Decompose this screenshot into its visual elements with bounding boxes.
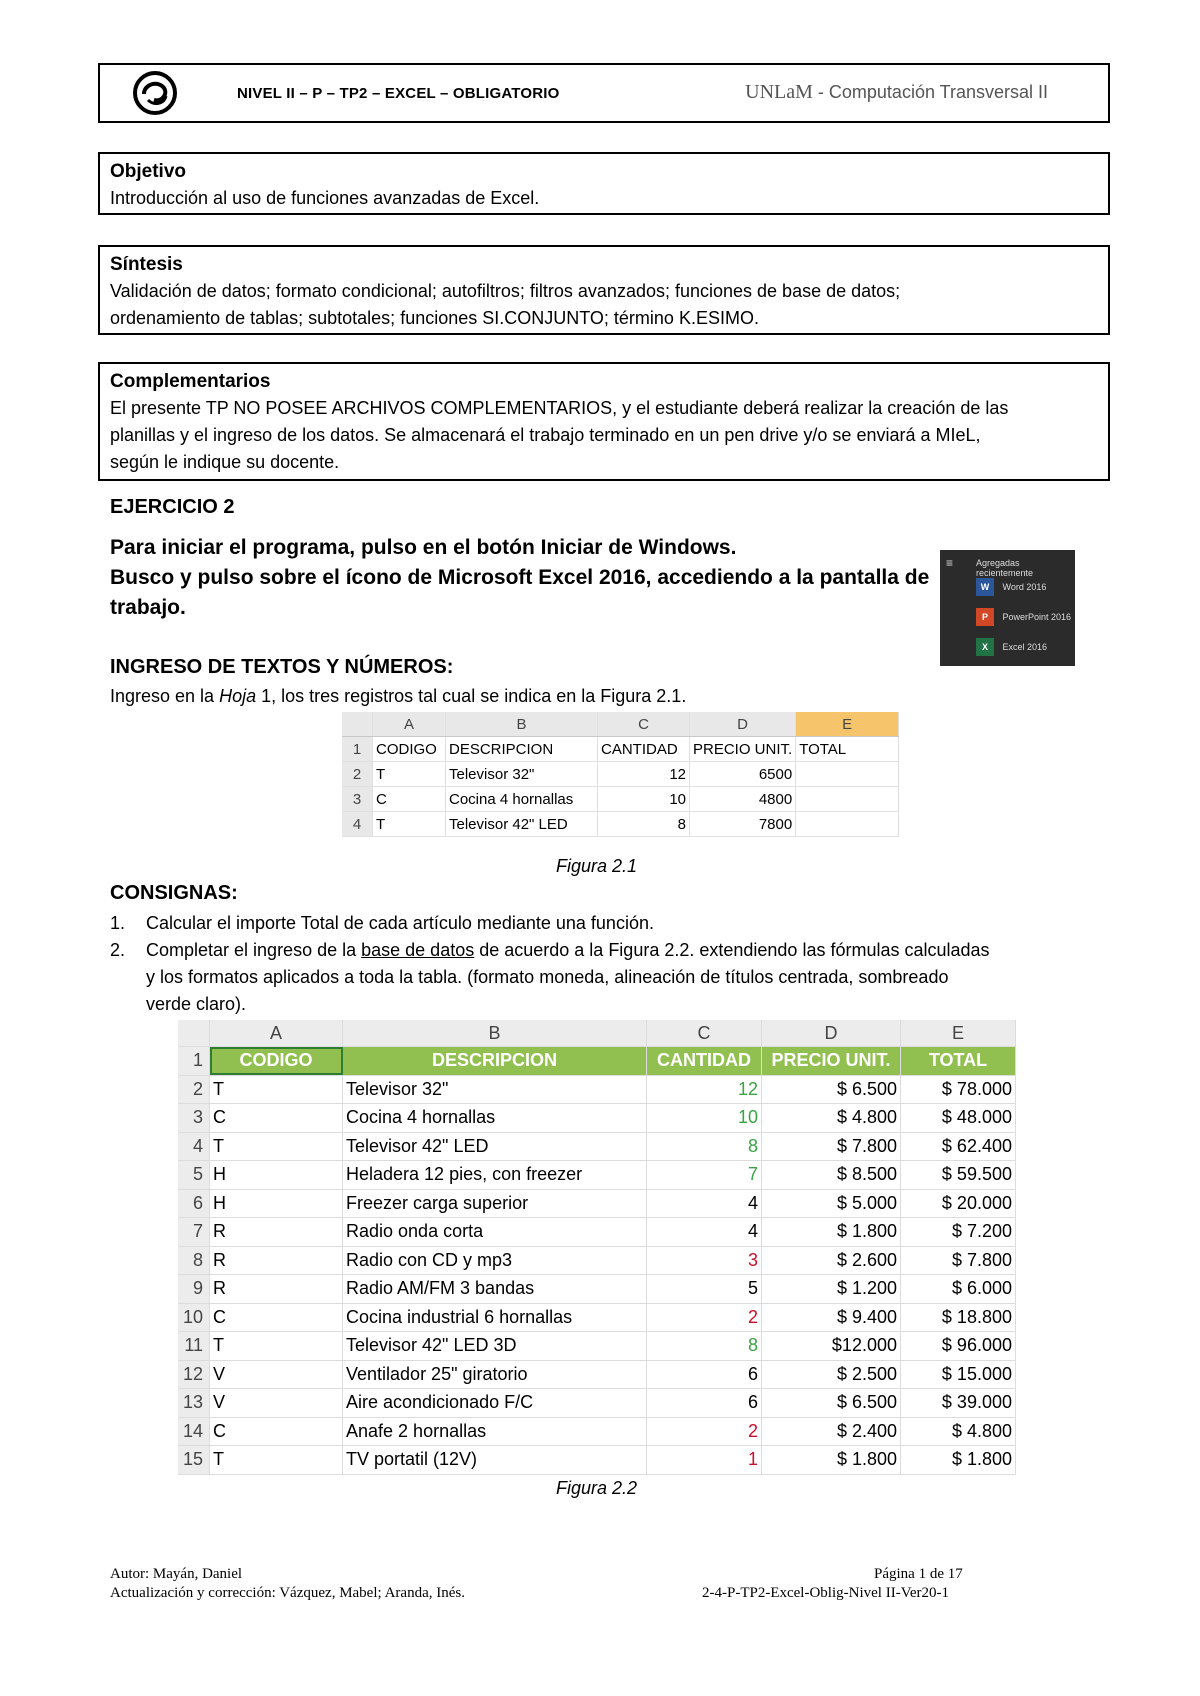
cell: Televisor 32" — [446, 762, 598, 787]
header-brand: UNLaM — [745, 81, 813, 103]
cell: 6 — [647, 1360, 762, 1389]
consigna-underlined: base de datos — [361, 940, 475, 960]
complementarios-line: según le indique su docente. — [110, 452, 340, 472]
cell: 2 — [647, 1303, 762, 1332]
complementarios-box — [98, 362, 1110, 481]
cell: $ 39.000 — [901, 1389, 1016, 1418]
complementarios-line: El presente TP NO POSEE ARCHIVOS COMPLEMENTARIOS, y el estudiante deberá realizar la creación de las — [110, 398, 1009, 418]
row-number: 2 — [342, 762, 373, 787]
cell: 10 — [647, 1104, 762, 1133]
complementarios-line: planillas y el ingreso de los datos. Se almacenará el trabajo terminado en un pen drive y/o se enviará a MIeL, — [110, 425, 981, 445]
cell: V — [210, 1360, 343, 1389]
cell — [796, 762, 899, 787]
cell: $ 48.000 — [901, 1104, 1016, 1133]
cell: $ 96.000 — [901, 1332, 1016, 1361]
cell: TOTAL — [796, 737, 899, 762]
objetivo-box — [98, 152, 1110, 215]
table-row — [178, 1417, 1016, 1446]
cell: 10 — [598, 787, 690, 812]
cell: $ 7.200 — [901, 1218, 1016, 1247]
start-menu-item — [976, 578, 1046, 596]
intro-line: trabajo. — [110, 596, 186, 619]
cell: CODIGO — [373, 737, 446, 762]
table-row — [178, 1246, 1016, 1275]
cell: Ventilador 25" giratorio — [343, 1360, 647, 1389]
cell: 4 — [647, 1189, 762, 1218]
header-cell: TOTAL — [901, 1047, 1016, 1076]
table-row — [342, 787, 899, 812]
cell: T — [373, 812, 446, 837]
consigna-continuation: y los formatos aplicados a toda la tabla. (formato moneda, alineación de títulos centrada, sombreado — [146, 967, 949, 987]
cell: Radio onda corta — [343, 1218, 647, 1247]
column-header: B — [343, 1020, 647, 1047]
cell: $ 9.400 — [762, 1303, 901, 1332]
cell: Televisor 42" LED 3D — [343, 1332, 647, 1361]
cell: CANTIDAD — [598, 737, 690, 762]
start-menu-item — [976, 608, 1071, 626]
cell: Cocina 4 hornallas — [343, 1104, 647, 1133]
header-cell: CODIGO — [210, 1047, 343, 1076]
list-item: 2. Completar el ingreso de la base de datos de acuerdo a la Figura 2.2. extendiendo las fórmulas calculadas — [110, 940, 990, 960]
cell: H — [210, 1161, 343, 1190]
sintesis-line: ordenamiento de tablas; subtotales; funciones SI.CONJUNTO; término K.ESIMO. — [110, 308, 759, 328]
table-row — [178, 1446, 1016, 1475]
cell: PRECIO UNIT. — [690, 737, 796, 762]
column-header: C — [647, 1020, 762, 1047]
cell: 4 — [647, 1218, 762, 1247]
row-number: 4 — [178, 1132, 210, 1161]
cell: T — [210, 1132, 343, 1161]
row-number: 6 — [178, 1189, 210, 1218]
row-number: 2 — [178, 1075, 210, 1104]
start-menu-item-label: Excel 2016 — [1002, 642, 1048, 652]
row-number: 8 — [178, 1246, 210, 1275]
cell: $ 8.500 — [762, 1161, 901, 1190]
start-menu-item-label: Word 2016 — [1002, 582, 1047, 592]
intro-line: Para iniciar el programa, pulso en el botón Iniciar de Windows. — [110, 536, 737, 559]
consigna-continuation: verde claro). — [146, 994, 247, 1014]
page-header — [98, 63, 1110, 123]
intro-text — [110, 533, 930, 623]
cell: 4800 — [690, 787, 796, 812]
corner-cell — [342, 712, 373, 737]
cell: TV portatil (12V) — [343, 1446, 647, 1475]
row-number: 15 — [178, 1446, 210, 1475]
start-menu-title: Agregadas recientemente — [976, 558, 1034, 578]
sintesis-line: Validación de datos; formato condicional; autofiltros; filtros avanzados; funciones de base de datos; — [110, 281, 901, 301]
unlam-logo-icon — [132, 70, 178, 116]
cell: C — [210, 1104, 343, 1133]
cell: $ 4.800 — [901, 1417, 1016, 1446]
cell: H — [210, 1189, 343, 1218]
row-number: 3 — [342, 787, 373, 812]
column-header: A — [210, 1020, 343, 1047]
cell: $12.000 — [762, 1332, 901, 1361]
ingreso-italic: Hoja — [219, 686, 257, 706]
cell: Televisor 32" — [343, 1075, 647, 1104]
figure-2-1-table — [342, 712, 899, 837]
row-number: 4 — [342, 812, 373, 837]
cell: $ 1.800 — [762, 1446, 901, 1475]
cell: $ 7.800 — [762, 1132, 901, 1161]
ingreso-pre: Ingreso en la — [110, 686, 220, 706]
cell: $ 1.800 — [901, 1446, 1016, 1475]
cell: 8 — [647, 1332, 762, 1361]
header-title: NIVEL II – P – TP2 – EXCEL – OBLIGATORIO — [237, 85, 560, 102]
table-row — [178, 1161, 1016, 1190]
consigna-text: Completar el ingreso de la — [146, 940, 362, 960]
ingreso-text — [110, 686, 686, 707]
sintesis-box — [98, 245, 1110, 335]
cell: $ 5.000 — [762, 1189, 901, 1218]
column-header: B — [446, 712, 598, 737]
cell: Televisor 42" LED — [446, 812, 598, 837]
cell: Radio AM/FM 3 bandas — [343, 1275, 647, 1304]
cell: $ 15.000 — [901, 1360, 1016, 1389]
row-number: 12 — [178, 1360, 210, 1389]
cell: $ 2.600 — [762, 1246, 901, 1275]
cell: C — [210, 1303, 343, 1332]
table-row — [342, 737, 899, 762]
complementarios-title: Complementarios — [110, 371, 271, 392]
cell: 5 — [647, 1275, 762, 1304]
table-row — [178, 1332, 1016, 1361]
cell: Heladera 12 pies, con freezer — [343, 1161, 647, 1190]
objetivo-title: Objetivo — [110, 161, 187, 182]
row-number: 1 — [342, 737, 373, 762]
cell: 8 — [647, 1132, 762, 1161]
cell: 7 — [647, 1161, 762, 1190]
list-item: 1. Calcular el importe Total de cada artículo mediante una función. — [110, 913, 654, 933]
cell: $ 2.500 — [762, 1360, 901, 1389]
table-row — [178, 1389, 1016, 1418]
column-header: C — [598, 712, 690, 737]
start-menu-item — [976, 638, 1047, 656]
row-number: 7 — [178, 1218, 210, 1247]
cell: C — [210, 1417, 343, 1446]
cell: $ 18.800 — [901, 1303, 1016, 1332]
figure-2-2-caption: Figura 2.2 — [556, 1478, 638, 1498]
row-number: 3 — [178, 1104, 210, 1133]
cell: $ 20.000 — [901, 1189, 1016, 1218]
table-row — [178, 1132, 1016, 1161]
cell: $ 62.400 — [901, 1132, 1016, 1161]
cell: R — [210, 1218, 343, 1247]
consignas-title: CONSIGNAS: — [110, 882, 238, 904]
cell: 12 — [598, 762, 690, 787]
cell: 3 — [647, 1246, 762, 1275]
figure-2-2-table — [178, 1020, 1016, 1475]
table-row — [178, 1189, 1016, 1218]
powerpoint-icon: P — [976, 608, 994, 626]
cell: $ 7.800 — [901, 1246, 1016, 1275]
start-menu-item-label: PowerPoint 2016 — [1002, 612, 1072, 622]
cell: 6 — [647, 1389, 762, 1418]
row-number: 9 — [178, 1275, 210, 1304]
cell: T — [210, 1332, 343, 1361]
cell: Televisor 42" LED — [343, 1132, 647, 1161]
cell: Anafe 2 hornallas — [343, 1417, 647, 1446]
row-number: 13 — [178, 1389, 210, 1418]
start-menu-image — [940, 550, 1075, 666]
cell: R — [210, 1246, 343, 1275]
ingreso-post: 1, los tres registros tal cual se indica en la Figura 2.1. — [256, 686, 687, 706]
cell: Freezer carga superior — [343, 1189, 647, 1218]
table-row — [178, 1104, 1016, 1133]
hamburger-icon: ≡ — [946, 556, 954, 570]
cell: T — [373, 762, 446, 787]
row-number: 1 — [178, 1047, 210, 1076]
column-header-row — [178, 1020, 1016, 1047]
excel-icon: X — [976, 638, 994, 656]
row-number: 11 — [178, 1332, 210, 1361]
cell: R — [210, 1275, 343, 1304]
cell: C — [373, 787, 446, 812]
table-row — [342, 762, 899, 787]
column-header: E — [796, 712, 899, 737]
corner-cell — [178, 1020, 210, 1047]
cell: $ 6.500 — [762, 1075, 901, 1104]
table-row — [178, 1075, 1016, 1104]
ingreso-title: INGRESO DE TEXTOS Y NÚMEROS: — [110, 656, 454, 678]
cell: $ 6.500 — [762, 1389, 901, 1418]
footer-actualizacion: Actualización y corrección: Vázquez, Mabel; Aranda, Inés. — [110, 1585, 465, 1601]
cell: 7800 — [690, 812, 796, 837]
footer-autor: Autor: Mayán, Daniel — [110, 1566, 243, 1582]
footer-pagina: Página 1 de 17 — [874, 1566, 963, 1582]
cell: 1 — [647, 1446, 762, 1475]
table-row — [178, 1218, 1016, 1247]
cell: 2 — [647, 1417, 762, 1446]
cell: T — [210, 1075, 343, 1104]
cell: DESCRIPCION — [446, 737, 598, 762]
cell: 8 — [598, 812, 690, 837]
table-row — [178, 1275, 1016, 1304]
word-icon: W — [976, 578, 994, 596]
cell: 12 — [647, 1075, 762, 1104]
header-cell: PRECIO UNIT. — [762, 1047, 901, 1076]
column-header-row — [342, 712, 899, 737]
column-header: E — [901, 1020, 1016, 1047]
column-header: A — [373, 712, 446, 737]
consignas-list — [110, 910, 1100, 1018]
ejercicio-title: EJERCICIO 2 — [110, 496, 235, 518]
intro-line: Busco y pulso sobre el ícono de Microsoft Excel 2016, accediendo a la pantalla de — [110, 566, 930, 589]
cell: Radio con CD y mp3 — [343, 1246, 647, 1275]
cell: Cocina industrial 6 hornallas — [343, 1303, 647, 1332]
cell: $ 4.800 — [762, 1104, 901, 1133]
cell: $ 78.000 — [901, 1075, 1016, 1104]
sintesis-title: Síntesis — [110, 254, 183, 275]
header-cell: DESCRIPCION — [343, 1047, 647, 1076]
cell: Cocina 4 hornallas — [446, 787, 598, 812]
header-row — [178, 1047, 1016, 1076]
cell: $ 1.800 — [762, 1218, 901, 1247]
column-header: D — [690, 712, 796, 737]
cell: T — [210, 1446, 343, 1475]
header-cell: CANTIDAD — [647, 1047, 762, 1076]
cell: V — [210, 1389, 343, 1418]
column-header: D — [762, 1020, 901, 1047]
footer-codigo: 2-4-P-TP2-Excel-Oblig-Nivel II-Ver20-1 — [702, 1585, 950, 1601]
table-row — [178, 1303, 1016, 1332]
cell — [796, 812, 899, 837]
header-institution — [745, 81, 1048, 104]
table-row — [342, 812, 899, 837]
consigna-text: Calcular el importe Total de cada artículo mediante una función. — [146, 913, 654, 933]
cell: $ 1.200 — [762, 1275, 901, 1304]
cell: 6500 — [690, 762, 796, 787]
cell — [796, 787, 899, 812]
cell: $ 6.000 — [901, 1275, 1016, 1304]
row-number: 10 — [178, 1303, 210, 1332]
cell: $ 59.500 — [901, 1161, 1016, 1190]
cell: Aire acondicionado F/C — [343, 1389, 647, 1418]
table-row — [178, 1360, 1016, 1389]
consigna-text: de acuerdo a la Figura 2.2. extendiendo las fórmulas calculadas — [474, 940, 990, 960]
row-number: 5 — [178, 1161, 210, 1190]
cell: $ 2.400 — [762, 1417, 901, 1446]
objetivo-text: Introducción al uso de funciones avanzadas de Excel. — [110, 188, 540, 208]
header-course: - Computación Transversal II — [812, 82, 1048, 102]
row-number: 14 — [178, 1417, 210, 1446]
figure-2-1-caption: Figura 2.1 — [556, 856, 638, 876]
